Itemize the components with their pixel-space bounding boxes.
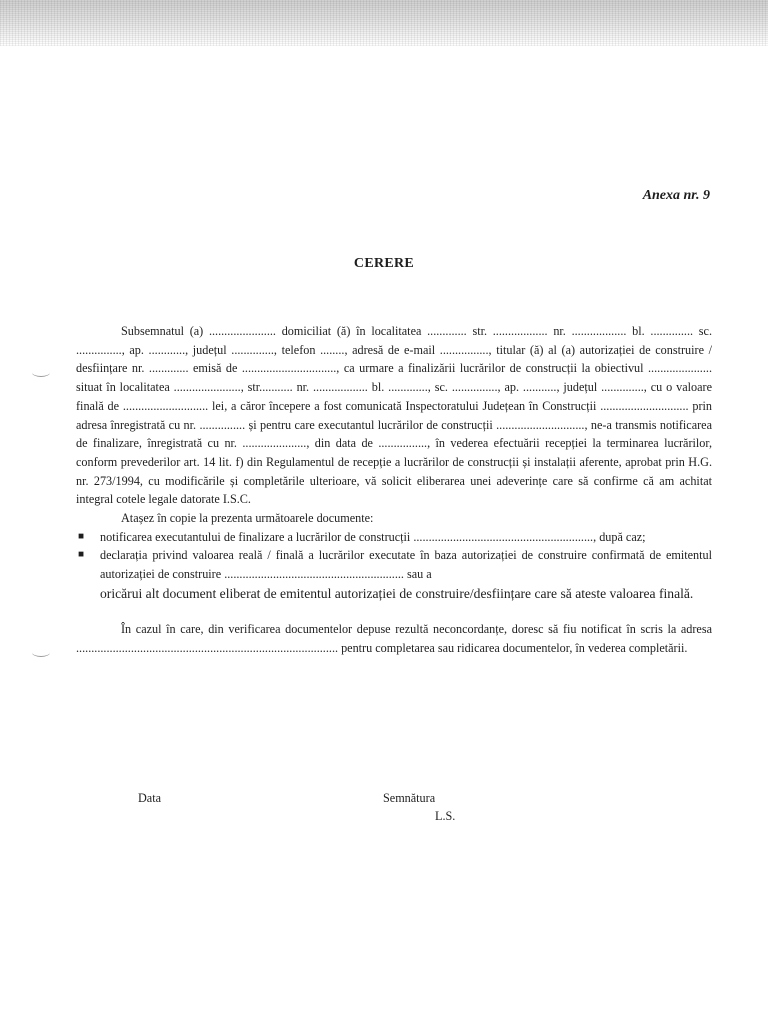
date-label: Data <box>138 791 162 805</box>
list-item <box>78 528 712 547</box>
annex-number: Anexa nr. 9 <box>642 188 710 203</box>
notification-paragraph: În cazul în care, din verificarea documentelor depuse rezultă neconcordanțe, doresc să fiu notificat în scris la adresa ...................................................................................... pentru completarea sau ridicarea documentelor, în vederea completării. <box>76 621 712 655</box>
scan-artifact-mark <box>32 648 50 657</box>
attachments-list <box>76 528 712 604</box>
request-body <box>76 322 712 657</box>
list-item <box>78 546 712 603</box>
attachment-text: declarația privind valoarea reală / finală a lucrărilor executate în baza autorizației de construire confirmată de emitentul autorizației de construire ........................................................... sau a <box>100 548 712 582</box>
bullet-icon: ■ <box>78 530 85 542</box>
scan-artifact-mark <box>32 368 50 377</box>
document-title: CERERE <box>353 256 415 271</box>
request-paragraph: Subsemnatul (a) ...................... domiciliat (ă) în localitatea ............. str. .................. nr. .................. bl. .............. sc. ..............., ap. ............, județul .............., telefon ........, adresă de e-mail ................, titular (ă) al (a) autorizației de construire / desființare nr. ............. emisă de ..............................., ca urmare a finalizării lucrărilor de construcții la obiectivul ..................... situat în localitatea ......................, str........... nr. .................. bl. ............., sc. ..............., ap. ..........., județul .............., cu o valoare finală de ............................ lei, a căror începere a fost comunicată Inspectoratului Județean în Construcții ............................. prin adresa înregistrată cu nr. ............... și pentru care executantul lucrărilor de construcții ............................., ne-a transmis notificarea de finalizare, înregistrată cu nr. ....................., din data de ................, în vederea efectuării recepției la terminarea lucrărilor, conform prevederilor art. 14 lit. f) din Regulamentul de recepție a lucrărilor de construcții și instalații aferente, aprobat prin H.G. nr. 273/1994, cu modificările și completările ulterioare, vă solicit eliberarea unei adeverințe care să confirme că am achitat integral cotele legale datorate I.S.C. <box>76 324 712 507</box>
attachments-intro: Atașez în copie la prezenta următoarele documente: <box>121 511 374 526</box>
attachment-text: notificarea executantului de finalizare a lucrărilor de construcții ..........................................................., după caz; <box>100 529 646 544</box>
attachment-continuation: oricărui alt document eliberat de emitentul autorizației de construire/desființare care să ateste valoarea finală. <box>100 585 694 601</box>
seal-label: L.S. <box>435 809 456 823</box>
signature-label: Semnătura <box>383 791 436 805</box>
scan-shadow-top <box>0 0 768 46</box>
bullet-icon: ■ <box>78 549 85 561</box>
